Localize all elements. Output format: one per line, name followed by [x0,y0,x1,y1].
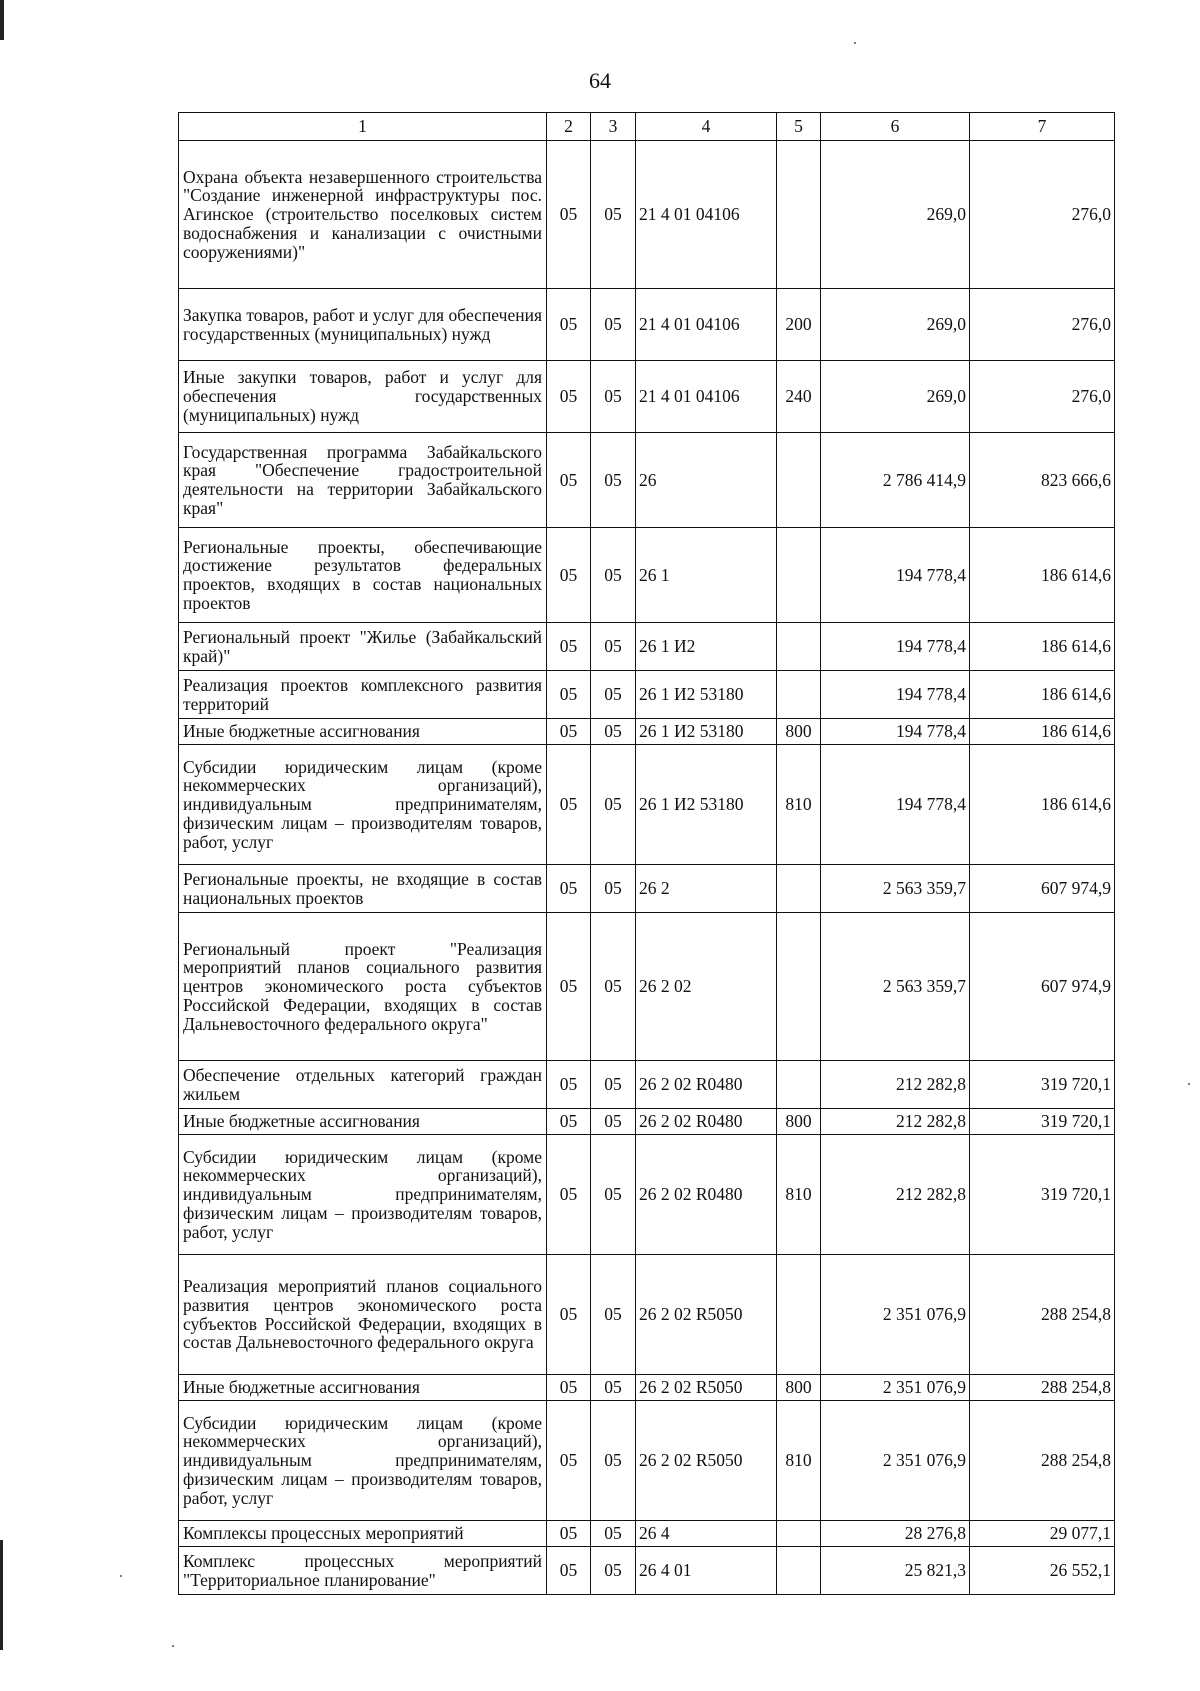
amount-year-1-cell: 212 282,8 [821,1135,970,1255]
scan-speck [120,1575,122,1577]
amount-year-1-cell: 269,0 [821,141,970,289]
amount-year-1-cell: 2 563 359,7 [821,913,970,1061]
section-cell: 05 [547,913,591,1061]
section-cell: 05 [547,433,591,528]
amount-year-2-cell: 186 614,6 [970,623,1115,671]
subsection-cell: 05 [591,528,636,623]
target-article-cell: 26 2 02 R5050 [636,1375,777,1401]
section-cell: 05 [547,1135,591,1255]
row-name-cell: Обеспечение отдельных категорий граждан жильем [179,1061,547,1109]
table-row [179,745,1115,865]
target-article-cell: 26 1 И2 53180 [636,671,777,719]
amount-year-1-cell: 194 778,4 [821,745,970,865]
subsection-cell: 05 [591,671,636,719]
section-cell: 05 [547,528,591,623]
row-name-cell: Комплекс процессных мероприятий "Территориальное планирование" [179,1547,547,1595]
target-article-cell: 26 4 [636,1521,777,1547]
target-article-cell: 26 2 02 R5050 [636,1255,777,1375]
amount-year-2-cell: 288 254,8 [970,1375,1115,1401]
row-name-cell: Региональные проекты, обеспечивающие достижение результатов федеральных проектов, входящих в состав национальных проектов [179,528,547,623]
section-cell: 05 [547,671,591,719]
section-cell: 05 [547,1401,591,1521]
row-name-cell: Государственная программа Забайкальского края "Обеспечение градостроительной деятельности на территории Забайкальского края" [179,433,547,528]
expense-type-cell [777,623,821,671]
header-col-1: 1 [179,113,547,141]
expense-type-cell [777,913,821,1061]
page-number: 64 [589,68,611,93]
amount-year-1-cell: 212 282,8 [821,1109,970,1135]
row-name-cell: Субсидии юридическим лицам (кроме некоммерческих организаций), индивидуальным предпринимателям, физическим лицам – производителям товаров, работ, услуг [179,745,547,865]
subsection-cell: 05 [591,289,636,361]
row-name-cell: Субсидии юридическим лицам (кроме некоммерческих организаций), индивидуальным предпринимателям, физическим лицам – производителям товаров, работ, услуг [179,1135,547,1255]
subsection-cell: 05 [591,1401,636,1521]
expense-type-cell [777,671,821,719]
amount-year-1-cell: 194 778,4 [821,719,970,745]
amount-year-1-cell: 269,0 [821,289,970,361]
amount-year-1-cell: 194 778,4 [821,528,970,623]
amount-year-1-cell: 2 563 359,7 [821,865,970,913]
expense-type-cell [777,1547,821,1595]
target-article-cell: 21 4 01 04106 [636,141,777,289]
target-article-cell: 26 1 И2 53180 [636,719,777,745]
expense-type-cell [777,1255,821,1375]
table-row [179,1401,1115,1521]
section-cell: 05 [547,361,591,433]
amount-year-2-cell: 186 614,6 [970,528,1115,623]
section-cell: 05 [547,141,591,289]
budget-table [178,112,1115,1595]
target-article-cell: 26 2 02 R0480 [636,1109,777,1135]
table-row [179,913,1115,1061]
section-cell: 05 [547,745,591,865]
table-row [179,671,1115,719]
expense-type-cell [777,141,821,289]
table-row [179,719,1115,745]
amount-year-1-cell: 2 351 076,9 [821,1255,970,1375]
expense-type-cell: 800 [777,1375,821,1401]
amount-year-2-cell: 607 974,9 [970,865,1115,913]
amount-year-2-cell: 186 614,6 [970,745,1115,865]
header-col-6: 6 [821,113,970,141]
subsection-cell: 05 [591,433,636,528]
table-row [179,865,1115,913]
binding-edge-mark [0,1540,3,1650]
table-row [179,1109,1115,1135]
amount-year-1-cell: 212 282,8 [821,1061,970,1109]
amount-year-1-cell: 28 276,8 [821,1521,970,1547]
subsection-cell: 05 [591,361,636,433]
target-article-cell: 26 1 И2 [636,623,777,671]
row-name-cell: Субсидии юридическим лицам (кроме некоммерческих организаций), индивидуальным предпринимателям, физическим лицам – производителям товаров, работ, услуг [179,1401,547,1521]
expense-type-cell: 810 [777,1135,821,1255]
table-row [179,1255,1115,1375]
header-col-7: 7 [970,113,1115,141]
amount-year-2-cell: 276,0 [970,289,1115,361]
scan-speck [172,1645,174,1647]
amount-year-1-cell: 25 821,3 [821,1547,970,1595]
row-name-cell: Охрана объекта незавершенного строительства "Создание инженерной инфраструктуры пос. Агинское (строительство поселковых систем водоснабжения и канализации с очистными сооружениями)" [179,141,547,289]
target-article-cell: 26 2 02 R0480 [636,1061,777,1109]
row-name-cell: Реализация проектов комплексного развития территорий [179,671,547,719]
row-name-cell: Иные бюджетные ассигнования [179,719,547,745]
expense-type-cell: 810 [777,1401,821,1521]
table-row [179,289,1115,361]
subsection-cell: 05 [591,1547,636,1595]
section-cell: 05 [547,1521,591,1547]
target-article-cell: 26 2 02 [636,913,777,1061]
table-row [179,1375,1115,1401]
section-cell: 05 [547,1547,591,1595]
amount-year-2-cell: 319 720,1 [970,1135,1115,1255]
header-col-2: 2 [547,113,591,141]
subsection-cell: 05 [591,719,636,745]
table-row [179,1135,1115,1255]
amount-year-1-cell: 2 351 076,9 [821,1375,970,1401]
amount-year-2-cell: 186 614,6 [970,719,1115,745]
table-body [179,113,1115,1595]
section-cell: 05 [547,1061,591,1109]
target-article-cell: 26 1 [636,528,777,623]
expense-type-cell: 810 [777,745,821,865]
amount-year-2-cell: 319 720,1 [970,1109,1115,1135]
subsection-cell: 05 [591,745,636,865]
row-name-cell: Иные закупки товаров, работ и услуг для обеспечения государственных (муниципальных) нужд [179,361,547,433]
target-article-cell: 26 2 02 R5050 [636,1401,777,1521]
amount-year-2-cell: 607 974,9 [970,913,1115,1061]
amount-year-1-cell: 2 351 076,9 [821,1401,970,1521]
table-row [179,623,1115,671]
section-cell: 05 [547,719,591,745]
row-name-cell: Региональные проекты, не входящие в состав национальных проектов [179,865,547,913]
target-article-cell: 26 1 И2 53180 [636,745,777,865]
expense-type-cell: 200 [777,289,821,361]
expense-type-cell [777,433,821,528]
amount-year-2-cell: 276,0 [970,141,1115,289]
amount-year-2-cell: 26 552,1 [970,1547,1115,1595]
section-cell: 05 [547,865,591,913]
row-name-cell: Закупка товаров, работ и услуг для обеспечения государственных (муниципальных) нужд [179,289,547,361]
expense-type-cell: 800 [777,1109,821,1135]
target-article-cell: 26 2 02 R0480 [636,1135,777,1255]
expense-type-cell [777,865,821,913]
amount-year-1-cell: 194 778,4 [821,671,970,719]
subsection-cell: 05 [591,1135,636,1255]
header-col-3: 3 [591,113,636,141]
expense-type-cell [777,1521,821,1547]
amount-year-2-cell: 823 666,6 [970,433,1115,528]
target-article-cell: 26 [636,433,777,528]
target-article-cell: 26 2 [636,865,777,913]
table-row [179,141,1115,289]
table-row [179,1547,1115,1595]
subsection-cell: 05 [591,1375,636,1401]
subsection-cell: 05 [591,1109,636,1135]
row-name-cell: Комплексы процессных мероприятий [179,1521,547,1547]
binding-edge-mark [0,0,4,40]
amount-year-2-cell: 276,0 [970,361,1115,433]
subsection-cell: 05 [591,1255,636,1375]
header-col-4: 4 [636,113,777,141]
expense-type-cell: 240 [777,361,821,433]
section-cell: 05 [547,1255,591,1375]
amount-year-1-cell: 269,0 [821,361,970,433]
expense-type-cell [777,528,821,623]
table-row [179,1521,1115,1547]
row-name-cell: Иные бюджетные ассигнования [179,1375,547,1401]
amount-year-1-cell: 194 778,4 [821,623,970,671]
scan-speck [854,42,856,44]
row-name-cell: Региональный проект "Реализация мероприятий планов социального развития центров экономического роста субъектов Российской Федерации, входящих в состав Дальневосточного федерального округа" [179,913,547,1061]
amount-year-2-cell: 288 254,8 [970,1401,1115,1521]
row-name-cell: Реализация мероприятий планов социального развития центров экономического роста субъектов Российской Федерации, входящих в состав Дальневосточного федерального округа [179,1255,547,1375]
table-row [179,433,1115,528]
row-name-cell: Региональный проект "Жилье (Забайкальский край)" [179,623,547,671]
amount-year-2-cell: 186 614,6 [970,671,1115,719]
expense-type-cell: 800 [777,719,821,745]
amount-year-2-cell: 29 077,1 [970,1521,1115,1547]
section-cell: 05 [547,623,591,671]
target-article-cell: 26 4 01 [636,1547,777,1595]
subsection-cell: 05 [591,141,636,289]
amount-year-2-cell: 319 720,1 [970,1061,1115,1109]
table-row [179,528,1115,623]
scan-speck [1188,1083,1190,1085]
amount-year-2-cell: 288 254,8 [970,1255,1115,1375]
table-row [179,361,1115,433]
amount-year-1-cell: 2 786 414,9 [821,433,970,528]
subsection-cell: 05 [591,623,636,671]
expense-type-cell [777,1061,821,1109]
section-cell: 05 [547,1109,591,1135]
table-row [179,1061,1115,1109]
target-article-cell: 21 4 01 04106 [636,289,777,361]
section-cell: 05 [547,1375,591,1401]
section-cell: 05 [547,289,591,361]
target-article-cell: 21 4 01 04106 [636,361,777,433]
row-name-cell: Иные бюджетные ассигнования [179,1109,547,1135]
subsection-cell: 05 [591,913,636,1061]
header-col-5: 5 [777,113,821,141]
subsection-cell: 05 [591,1521,636,1547]
subsection-cell: 05 [591,1061,636,1109]
subsection-cell: 05 [591,865,636,913]
header-row [179,113,1115,141]
